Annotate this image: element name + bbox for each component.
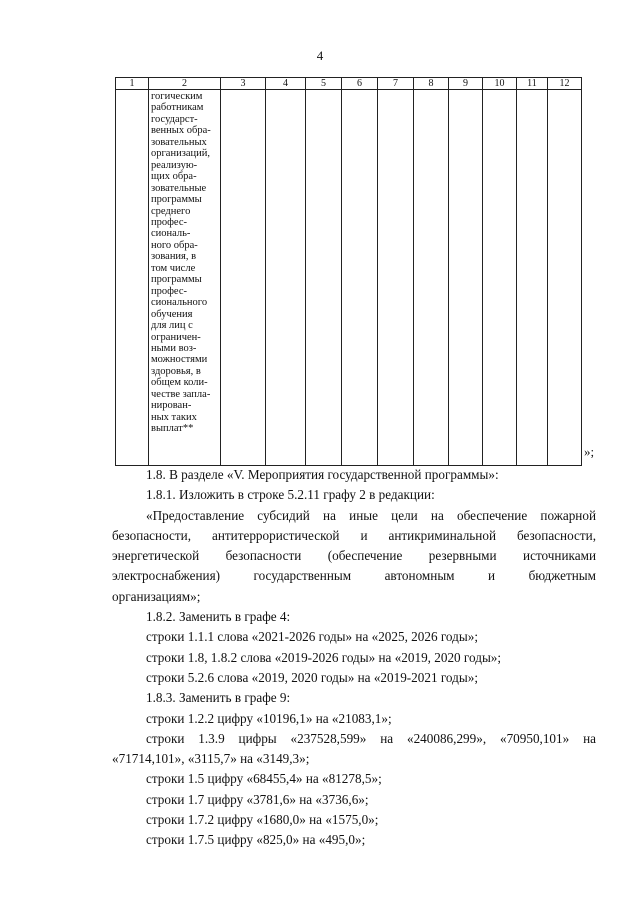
description-line: программы [151,274,202,286]
description-line: реализую- [151,159,198,171]
description-line: ного обра- [151,239,198,251]
table-header-row [116,78,582,90]
amendment-line: «71714,101», «3115,7» на «3149,3»; [112,751,310,767]
amendment-line: строки 1.7.5 цифру «825,0» на «495,0»; [146,832,366,848]
amendment-line: строки 1.7 цифру «3781,6» на «3736,6»; [146,791,369,807]
description-line: здоровья, в [151,365,201,377]
description-line: венных обра- [151,125,211,137]
page-number: 4 [316,48,324,63]
description-line: общем коли- [151,377,208,389]
description-line: нирован- [151,400,192,412]
quote-line: энергетической безопасности (обеспечение резервными источниками [112,548,596,564]
description-line: организаций, [151,148,210,160]
description-line: сионального [151,297,208,309]
table-row [116,90,582,466]
cell-col-4 [266,90,306,466]
quote-line: электроснабжения) государственным автономным и бюджетным [112,568,596,584]
paragraph-1-8-3: 1.8.3. Заменить в графе 9: [146,690,291,706]
cell-col-6 [342,90,378,466]
paragraph-1-8-2: 1.8.2. Заменить в графе 4: [146,609,291,625]
description-line: честве запла- [151,388,211,400]
cell-col-1 [116,90,149,466]
description-line: щих обра- [151,171,197,183]
amendment-line: строки 1.3.9 цифры «237528,599» на «240086,299», «70950,101» на [146,730,596,746]
description-line: зовательных [151,136,207,148]
description-line: работникам [151,102,204,114]
cell-col-12 [548,90,582,466]
description-line: ных таких [151,411,197,423]
quote-line: организациям»; [112,588,201,604]
description-line: сиональ- [151,228,191,240]
paragraph-1-8-1: 1.8.1. Изложить в строке 5.2.11 графу 2 в редакции: [146,487,435,503]
description-line: гогическим [151,91,203,102]
amendment-text [112,465,596,851]
table-closing-quote: »; [584,444,595,459]
description-line: ограничен- [151,331,201,343]
amendment-line: строки 1.8, 1.8.2 слова «2019-2026 годы» на «2019, 2020 годы»; [146,649,502,665]
description-line: профес- [151,216,188,228]
quote-line: «Предоставление субсидий на иные цели на обеспечение пожарной [146,507,596,523]
header-cell-7: 7 [378,78,414,90]
header-cell-11: 11 [517,78,548,90]
cell-col-7 [378,90,414,466]
description-line: зования, в [151,251,197,263]
description-line: программы [151,194,202,206]
description-line: государст- [151,113,198,125]
description-line: среднего [151,205,191,217]
header-cell-1: 1 [116,78,149,90]
description-line: можностями [151,354,208,366]
cell-col-3 [221,90,266,466]
description-line: зовательные [151,182,207,194]
description-line: том числе [151,262,196,274]
header-cell-4: 4 [266,78,306,90]
header-cell-9: 9 [449,78,483,90]
description-line: выплат** [151,423,194,435]
header-cell-8: 8 [414,78,449,90]
description-line: профес- [151,285,188,297]
description-line: ными воз- [151,342,197,354]
amendment-line: строки 1.5 цифру «68455,4» на «81278,5»; [146,771,382,787]
header-cell-5: 5 [306,78,342,90]
header-cell-2: 2 [149,78,221,90]
description-line: обучения [151,308,193,320]
cell-col-8 [414,90,449,466]
continuation-table [115,77,582,466]
cell-col-5 [306,90,342,466]
amendment-line: строки 1.2.2 цифру «10196,1» на «21083,1»; [146,710,392,726]
header-cell-10: 10 [483,78,517,90]
amendment-line: строки 5.2.6 слова «2019, 2020 годы» на «2019-2021 годы»; [146,669,478,685]
description-line: для лиц с [151,320,193,332]
cell-col-11 [517,90,548,466]
paragraph-1-8: 1.8. В разделе «V. Мероприятия государственной программы»: [146,467,499,482]
cell-col-2-description [149,90,221,466]
quote-line: безопасности, антитеррористической и антикриминальной безопасности, [112,527,596,543]
cell-col-10 [483,90,517,466]
header-cell-12: 12 [548,78,582,90]
cell-col-9 [449,90,483,466]
amendment-line: строки 1.1.1 слова «2021-2026 годы» на «2025, 2026 годы»; [146,629,478,645]
amendment-line: строки 1.7.2 цифру «1680,0» на «1575,0»; [146,812,379,828]
header-cell-6: 6 [342,78,378,90]
header-cell-3: 3 [221,78,266,90]
